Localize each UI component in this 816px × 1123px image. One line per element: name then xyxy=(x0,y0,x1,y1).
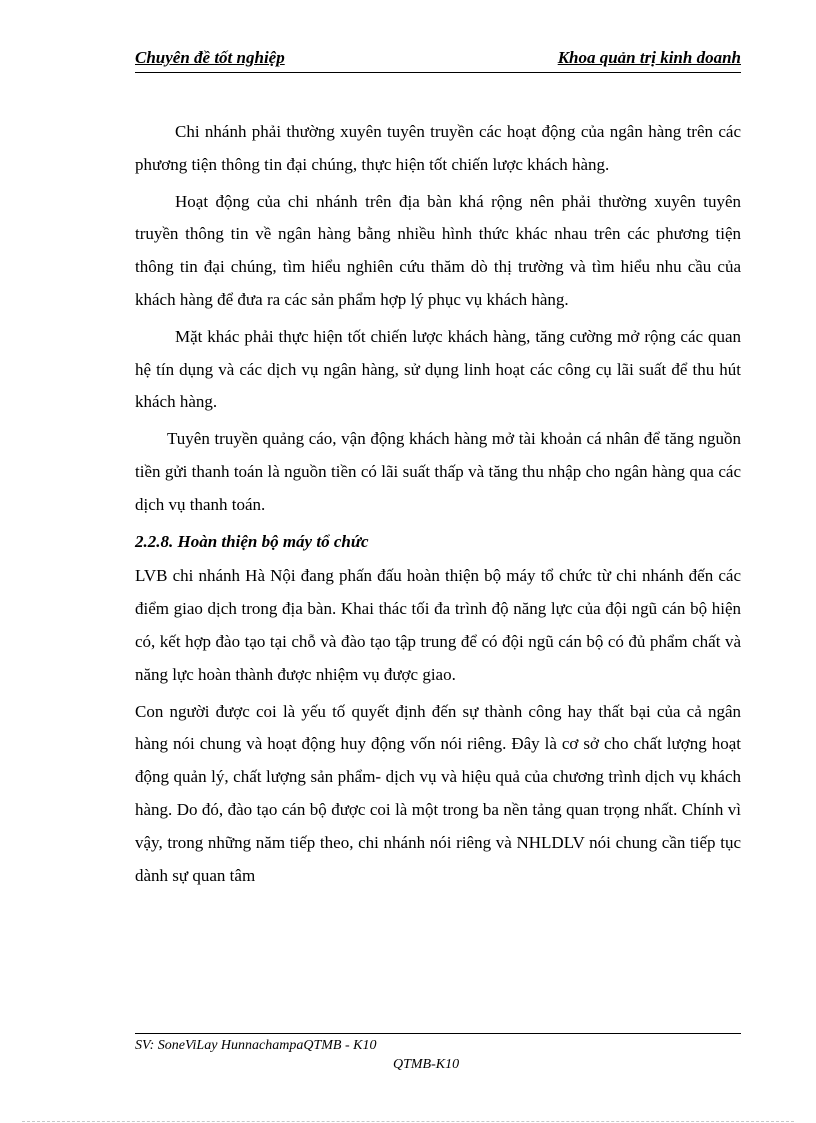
paragraph: Mặt khác phải thực hiện tốt chiến lược khách hàng, tăng cường mở rộng các quan hệ tín dụng và các dịch vụ ngân hàng, sử dụng linh hoạt các công cụ lãi suất để thu hút khách hàng. xyxy=(135,326,741,412)
header-faculty-name: Khoa quản trị kinh doanh xyxy=(557,48,741,67)
paragraph: Tuyên truyền quảng cáo, vận động khách hàng mở tài khoản cá nhân để tăng nguồn tiền gửi thanh toán là nguồn tiền có lãi suất thấp và tăng thu nhập cho ngân hàng qua các dịch vụ thanh toán. xyxy=(135,429,741,514)
footer-divider xyxy=(135,1033,741,1034)
page-edge xyxy=(22,1121,794,1122)
page-header xyxy=(135,48,741,73)
paragraph: Hoạt động của chi nhánh trên địa bàn khá rộng nên phải thường xuyên tuyên truyền thông tin về ngân hàng bằng nhiều hình thức khác nhau trên các phương tiện thông tin đại chúng, tìm hiểu nghiên cứu thăm dò thị trường và tìm hiểu nhu cầu của khách hàng để đưa ra các sản phẩm hợp lý phục vụ khách hàng. xyxy=(135,191,741,309)
section-heading: 2.2.8. Hoàn thiện bộ máy tổ chức xyxy=(135,531,369,551)
paragraph: LVB chi nhánh Hà Nội đang phấn đấu hoàn thiện bộ máy tổ chức từ chi nhánh đến các điểm giao dịch trong địa bàn. Khai thác tối đa trình độ năng lực của đội ngũ cán bộ hiện có, kết hợp đào tạo tại chỗ và đào tạo tập trung để có đội ngũ cán bộ có đủ phẩm chất và năng lực hoàn thành được nhiệm vụ được giao. xyxy=(135,566,741,684)
header-thesis-title: Chuyên đề tốt nghiệp xyxy=(135,48,285,67)
footer-student-info: SV: SoneViLay HunnachampaQTMB - K10 xyxy=(135,1038,377,1053)
paragraph: Con người được coi là yếu tố quyết định đến sự thành công hay thất bại của cả ngân hàng nói chung và hoạt động huy động vốn nói riêng. Đây là cơ sở cho chất lượng hoạt động quản lý, chất lượng sản phẩm- dịch vụ và hiệu quả của chương trình dịch vụ khách hàng. Do đó, đào tạo cán bộ được coi là một trong ba nền tảng quan trọng nhất. Chính vì vậy, trong những năm tiếp theo, chi nhánh nói riêng và NHLDLV nói chung cần tiếp tục dành sự quan tâm xyxy=(135,701,741,885)
paragraph: Chi nhánh phải thường xuyên tuyên truyền các hoạt động của ngân hàng trên các phương tiện thông tin đại chúng, thực hiện tốt chiến lược khách hàng. xyxy=(135,122,741,174)
footer-class-code: QTMB-K10 xyxy=(393,1057,460,1072)
document-body xyxy=(135,116,741,896)
